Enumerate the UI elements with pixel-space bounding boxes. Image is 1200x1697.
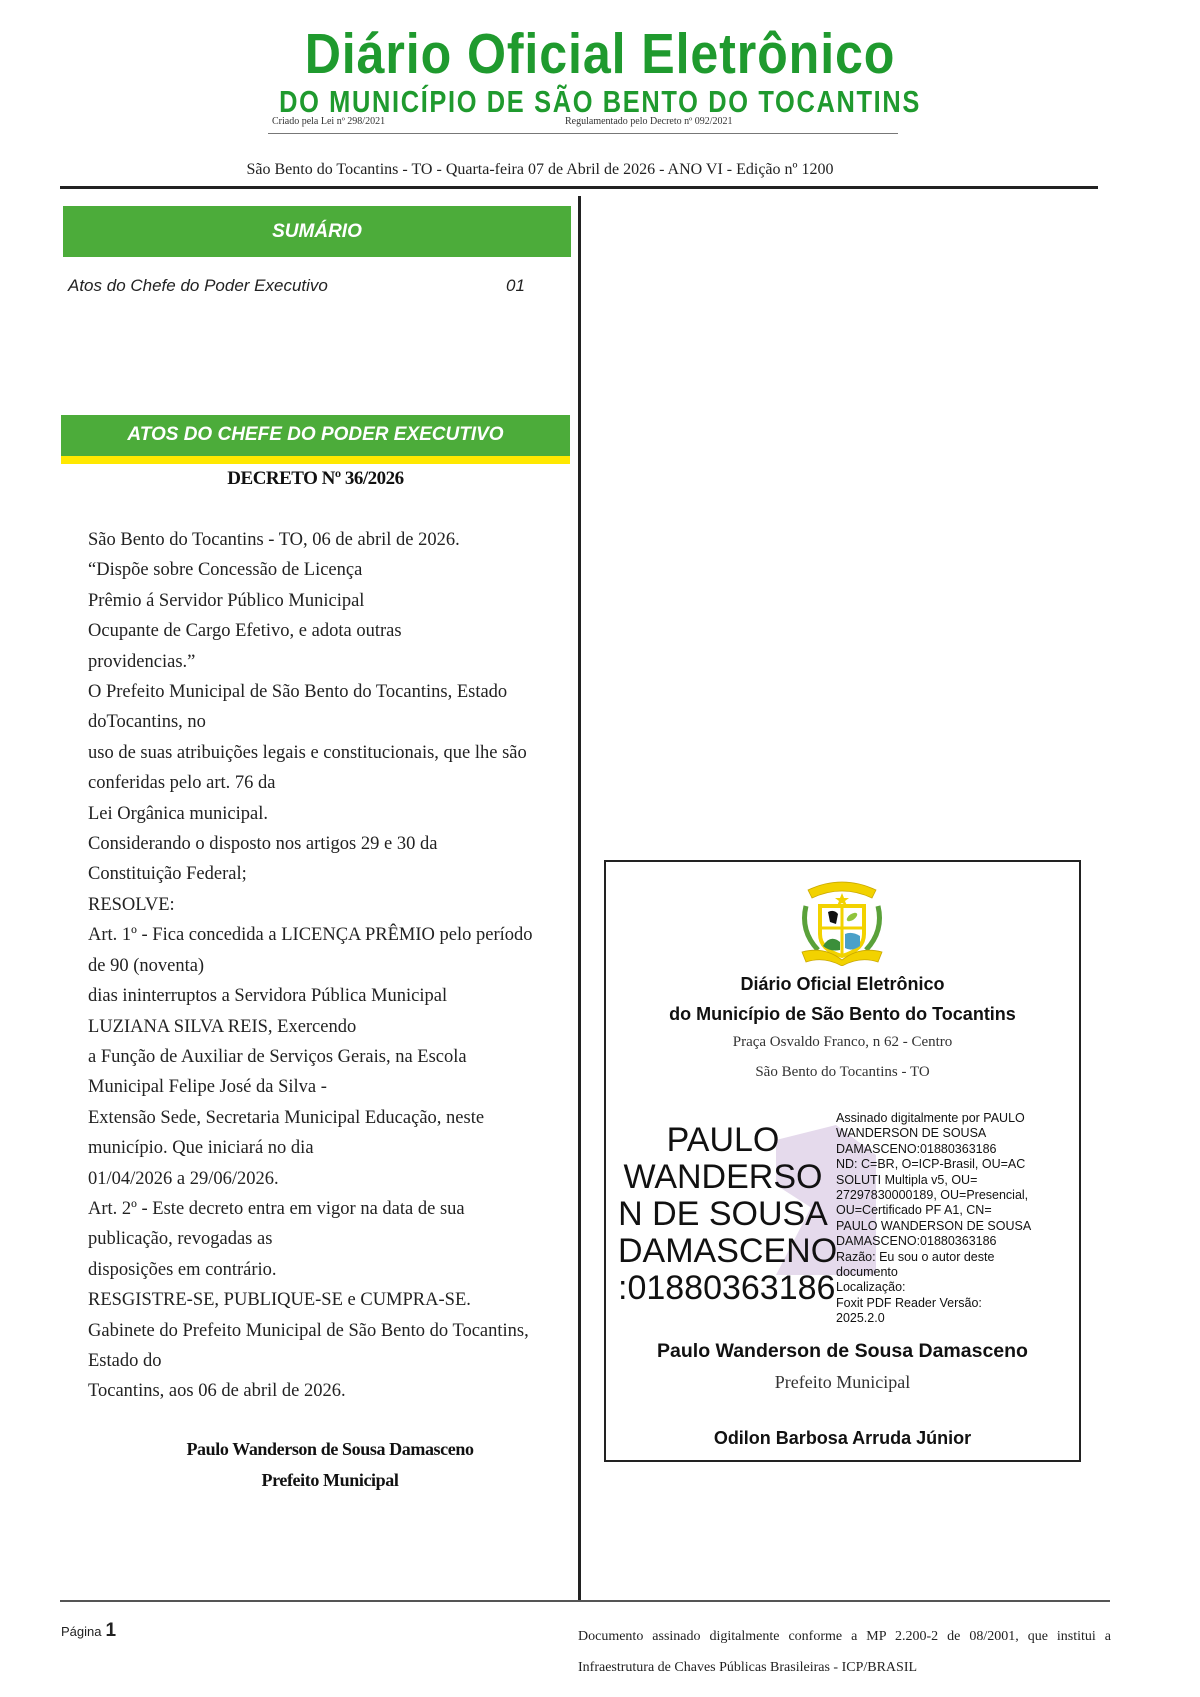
decree-line: uso de suas atribuições legais e constitucionais, que lhe são <box>88 742 527 763</box>
decree-title: DECRETO Nº 36/2026 <box>227 468 404 489</box>
signature-detail-line: 2025.2.0 <box>836 1311 885 1326</box>
secretary-name: Odilon Barbosa Arruda Júnior <box>713 1428 972 1448</box>
decree-line: conferidas pelo art. 76 da <box>88 773 276 794</box>
newspaper-title: Diário Oficial Eletrônico <box>304 22 896 86</box>
box-address-line1: Praça Osvaldo Franco, n 62 - Centro <box>732 1034 953 1050</box>
decree-line: Ocupante de Cargo Efetivo, e adota outras <box>88 621 402 642</box>
coat-of-arms-icon <box>794 876 890 966</box>
decree-line: “Dispõe sobre Concessão de Licença <box>88 560 363 581</box>
summary-item[interactable] <box>68 276 538 296</box>
box-title-line1: Diário Oficial Eletrônico <box>740 974 945 994</box>
decree-line: município. Que iniciará no dia <box>88 1138 314 1159</box>
signature-detail-line: 27297830000189, OU=Presencial, <box>836 1188 1029 1203</box>
header-divider <box>60 186 1098 189</box>
edition-line: São Bento do Tocantins - TO - Quarta-feira 07 de Abril de 2026 - ANO VI - Edição nº 1200 <box>246 161 834 178</box>
signature-detail-line: WANDERSON DE SOUSA <box>836 1126 987 1141</box>
digital-signature-name[interactable] <box>618 1121 838 1307</box>
decree-line: Considerando o disposto nos artigos 29 e 30 da <box>88 834 438 855</box>
decree-line: Lei Orgânica municipal. <box>88 803 268 824</box>
signature-detail-line: DAMASCENO:01880363186 <box>836 1141 997 1156</box>
decree-line: RESGISTRE-SE, PUBLIQUE-SE e CUMPRA-SE. <box>88 1290 471 1311</box>
section-heading: ATOS DO CHEFE DO PODER EXECUTIVO <box>61 415 570 456</box>
decree-line: Constituição Federal; <box>88 864 247 885</box>
signature-big-line: PAULO <box>666 1121 780 1159</box>
creation-law: Criado pela Lei nº 298/2021 <box>272 116 386 127</box>
signer-role: Prefeito Municipal <box>261 1470 399 1490</box>
signer-name: Paulo Wanderson de Sousa Damasceno <box>186 1439 474 1459</box>
decree-line: O Prefeito Municipal de São Bento do Tocantins, Estado <box>88 682 508 703</box>
signature-detail-line: PAULO WANDERSON DE SOUSA <box>836 1218 1032 1233</box>
page-number: 1 <box>105 1620 117 1641</box>
box-address-line2: São Bento do Tocantins - TO <box>755 1064 930 1080</box>
signature-detail-line: SOLUTI Multipla v5, OU= <box>836 1172 978 1187</box>
decree-line: Extensão Sede, Secretaria Municipal Educação, neste <box>88 1107 485 1128</box>
decree-line: de 90 (noventa) <box>88 955 205 976</box>
signature-big-line: :01880363186 <box>618 1269 836 1307</box>
signature-big-line: DAMASCENO <box>618 1232 838 1270</box>
signature-detail-line: Foxit PDF Reader Versão: <box>836 1295 982 1310</box>
mayor-name: Paulo Wanderson de Sousa Damasceno <box>657 1340 1028 1362</box>
decree-line: disposições em contrário. <box>88 1259 277 1280</box>
decree-line: São Bento do Tocantins - TO, 06 de abril de 2026. <box>88 530 460 550</box>
summary-heading: SUMÁRIO <box>63 206 571 257</box>
decree-line: Municipal Felipe José da Silva - <box>88 1077 327 1098</box>
signature-detail-line: OU=Certificado PF A1, CN= <box>836 1203 992 1218</box>
decree-line: doTocantins, no <box>88 712 206 733</box>
signature-big-line: N DE SOUSA <box>618 1195 828 1233</box>
summary-item-label: Atos do Chefe do Poder Executivo <box>68 276 328 295</box>
decree-line: Prêmio á Servidor Público Municipal <box>88 590 365 611</box>
decree-line: Tocantins, aos 06 de abril de 2026. <box>88 1381 346 1402</box>
newspaper-subtitle: DO MUNICÍPIO DE SÃO BENTO DO TOCANTINS <box>279 84 921 119</box>
decree-line: Estado do <box>88 1350 162 1371</box>
legal-note: Documento assinado digitalmente conforme a MP 2.200-2 de 08/2001, que institui a Infraestrutura de Chaves Públicas Brasileiras - ICP/BRASIL <box>578 1629 1111 1675</box>
signature-detail-line: documento <box>836 1265 898 1280</box>
masthead-rule <box>268 133 898 134</box>
section-accent-strip <box>61 456 570 464</box>
signature-detail-line: Razão: Eu sou o autor deste <box>836 1249 995 1264</box>
footer-divider <box>60 1600 1110 1602</box>
signature-detail-line: Localização: <box>836 1280 906 1295</box>
box-title-line2: do Município de São Bento do Tocantins <box>669 1004 1016 1024</box>
decree-line: dias ininterruptos a Servidora Pública Municipal <box>88 986 448 1007</box>
decree-line: RESOLVE: <box>88 894 175 915</box>
decree-line: Art. 2º - Este decreto entra em vigor na data de sua <box>88 1198 465 1219</box>
decree-line: 01/04/2026 a 29/06/2026. <box>88 1168 279 1189</box>
decree-line: LUZIANA SILVA REIS, Exercendo <box>88 1016 357 1037</box>
signature-detail-line: ND: C=BR, O=ICP-Brasil, OU=AC <box>836 1157 1026 1172</box>
page-label: Página <box>61 1624 102 1639</box>
signature-detail-line: DAMASCENO:01880363186 <box>836 1234 997 1249</box>
decree-signature <box>120 1434 540 1496</box>
signature-detail-line: Assinado digitalmente por PAULO <box>836 1111 1025 1125</box>
decree-line: Gabinete do Prefeito Municipal de São Bento do Tocantins, <box>88 1320 529 1341</box>
mayor-role: Prefeito Municipal <box>774 1372 911 1392</box>
decree-line: a Função de Auxiliar de Serviços Gerais, na Escola <box>88 1046 467 1067</box>
page-indicator <box>61 1620 116 1642</box>
regulation-decree: Regulamentado pelo Decreto nº 092/2021 <box>565 116 733 127</box>
digital-signature-box <box>604 860 1081 1462</box>
decree-line: Art. 1º - Fica concedida a LICENÇA PRÊMIO pelo período <box>88 925 533 946</box>
summary-item-page: 01 <box>506 276 525 295</box>
decree-line: publicação, revogadas as <box>88 1229 273 1250</box>
decree-line: providencias.” <box>88 651 196 672</box>
digital-signature-details[interactable] <box>836 1111 1076 1327</box>
decree-body <box>88 525 588 1407</box>
signature-big-line: WANDERSO <box>623 1158 823 1196</box>
